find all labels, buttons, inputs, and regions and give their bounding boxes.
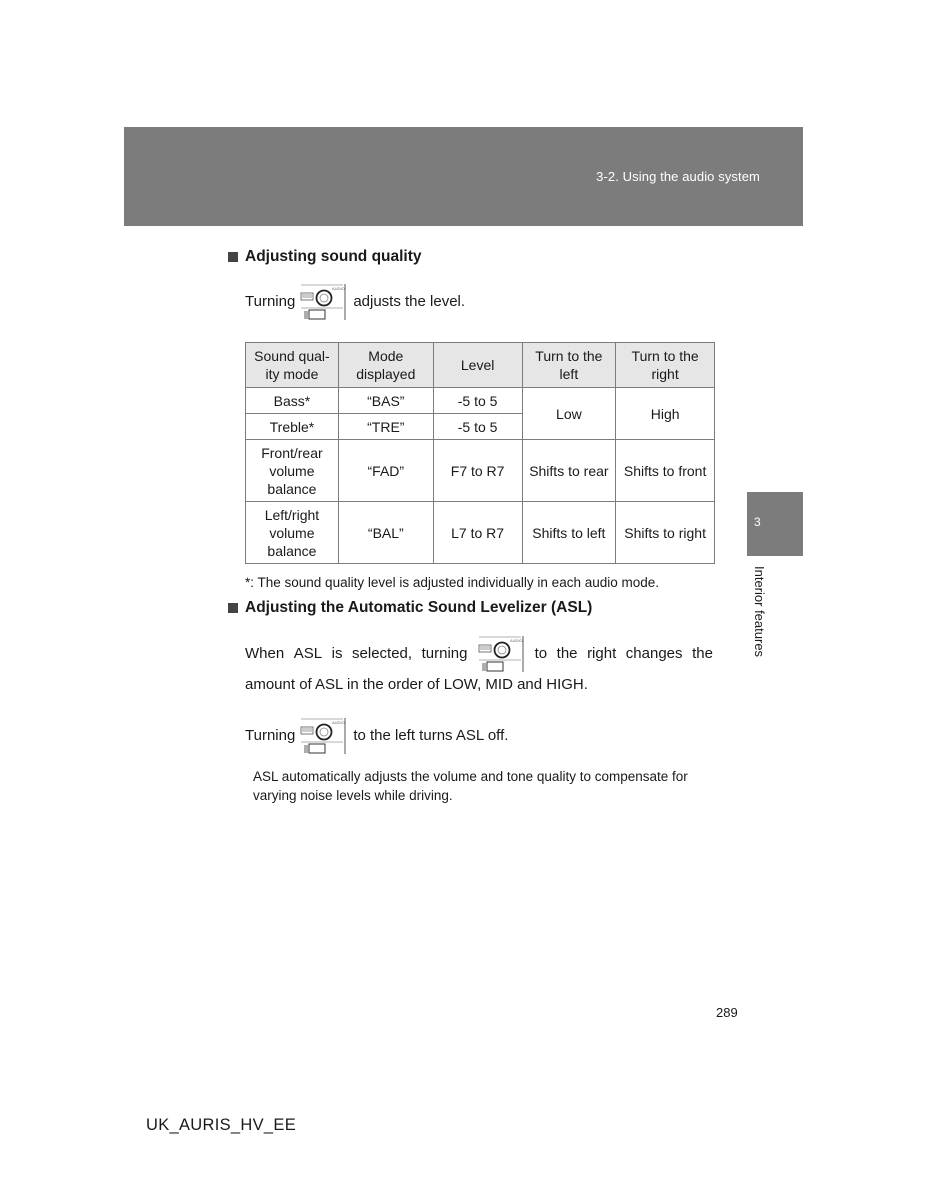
word: selected, — [352, 644, 413, 662]
table-footnote: *: The sound quality level is adjusted individually in each audio mode. — [245, 575, 660, 590]
cell-mode: Left/right volume balance — [246, 502, 339, 564]
table-header-row — [246, 343, 715, 388]
cell-displayed: “BAS” — [338, 388, 433, 414]
col-header-left: Turn to the left — [522, 343, 616, 388]
line3-after: to the left turns ASL off. — [353, 726, 509, 744]
col-header-mode: Sound qual- ity mode — [246, 343, 339, 388]
heading-text: Adjusting the Automatic Sound Levelizer (ASL) — [245, 599, 593, 616]
table-row — [246, 440, 715, 502]
square-bullet-icon — [228, 603, 238, 613]
word: When — [245, 644, 285, 662]
sound-quality-intro — [245, 282, 465, 320]
heading-asl — [228, 599, 592, 617]
cell-level: F7 to R7 — [433, 440, 522, 502]
word: the — [692, 644, 713, 662]
cell-right: High — [616, 388, 715, 440]
cell-right: Shifts to right — [616, 502, 715, 564]
header-band — [124, 127, 803, 226]
asl-note: ASL automatically adjusts the volume and tone quality to compensate for varying noise levels while driving. — [253, 769, 688, 803]
word: ASL — [293, 644, 323, 662]
audio-control-knob-icon — [299, 282, 347, 320]
word: the — [556, 644, 578, 662]
cell-displayed: “BAL” — [338, 502, 433, 564]
section-title: 3-2. Using the audio system — [596, 169, 760, 184]
svg-text:AUDIO: AUDIO — [332, 720, 345, 725]
asl-line-1 — [245, 634, 713, 672]
asl-line-2: amount of ASL in the order of LOW, MID and HIGH. — [245, 676, 588, 693]
chapter-tab — [747, 492, 803, 556]
heading-text: Adjusting sound quality — [245, 248, 422, 265]
square-bullet-icon — [228, 252, 238, 262]
word: turning — [421, 644, 468, 662]
chapter-label: Interior features — [752, 566, 767, 658]
cell-displayed: “TRE” — [338, 414, 433, 440]
chapter-number: 3 — [754, 515, 761, 529]
svg-text:AUDIO: AUDIO — [510, 638, 523, 643]
cell-left: Shifts to rear — [522, 440, 616, 502]
table-row — [246, 502, 715, 564]
cell-mode: Bass* — [246, 388, 339, 414]
page-number: 289 — [716, 1005, 738, 1020]
col-header-level: Level — [433, 343, 522, 388]
document-code: UK_AURIS_HV_EE — [146, 1116, 297, 1134]
sound-quality-table — [245, 342, 715, 564]
cell-mode: Treble* — [246, 414, 339, 440]
cell-mode: Front/rear volume balance — [246, 440, 339, 502]
intro-after: adjusts the level. — [353, 292, 466, 310]
word: right — [587, 644, 617, 662]
col-header-displayed: Mode displayed — [338, 343, 433, 388]
cell-right: Shifts to front — [616, 440, 715, 502]
cell-displayed: “FAD” — [338, 440, 433, 502]
word: to — [534, 644, 548, 662]
cell-level: L7 to R7 — [433, 502, 522, 564]
intro-before: Turning — [245, 292, 296, 310]
cell-level: -5 to 5 — [433, 388, 522, 414]
col-header-right: Turn to the right — [616, 343, 715, 388]
audio-control-knob-icon — [477, 634, 525, 672]
audio-control-knob-icon — [299, 716, 347, 754]
cell-left: Shifts to left — [522, 502, 616, 564]
asl-line-3 — [245, 716, 508, 754]
table-row — [246, 388, 715, 414]
heading-sound-quality — [228, 248, 422, 266]
svg-text:AUDIO: AUDIO — [332, 286, 345, 291]
cell-left: Low — [522, 388, 616, 440]
line3-before: Turning — [245, 726, 296, 744]
cell-level: -5 to 5 — [433, 414, 522, 440]
word: changes — [625, 644, 683, 662]
word: is — [331, 644, 343, 662]
